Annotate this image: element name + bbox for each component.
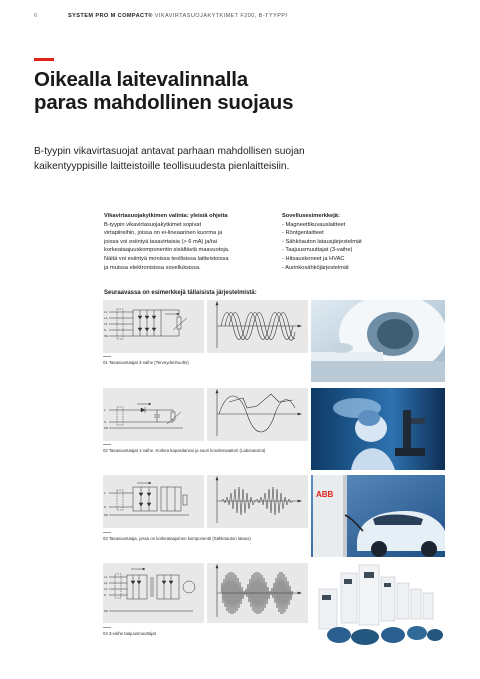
application-examples — [282, 212, 432, 272]
example-caption-1: 01 Tasasuuntaajat 3-vaihe (Terveydenhuolto) — [103, 360, 189, 365]
example-caption-3: 03 Tasasuuntaaja, jossa on korkeataajuinen komponentti (Sähköauton lataus) — [103, 536, 251, 541]
svg-text:PE: PE — [104, 334, 109, 338]
circuit-diagram-3 — [103, 475, 204, 528]
svg-text:N: N — [104, 505, 107, 509]
svg-text:PE: PE — [104, 609, 109, 613]
header-subtitle: VIKAVIRTASUOJAKYTKIMET F200, B-TYYPPI — [154, 13, 288, 19]
header-brand: SYSTEM PRO M COMPACT® — [68, 13, 153, 19]
guideline-line: Näitä voi esiintyä monissa teollisissa laitteistoissa — [104, 255, 229, 262]
application-item: - Hitsauskoneet ja HVAC — [282, 255, 345, 262]
application-item: - Aurinkosähköjärjestelmät — [282, 264, 349, 271]
svg-text:L1: L1 — [104, 575, 108, 579]
lead-paragraph — [34, 145, 454, 174]
waveform-chart-1 — [207, 300, 308, 353]
page-number: 6 — [34, 13, 38, 19]
accent-bar — [34, 58, 54, 61]
caption-rule — [103, 444, 111, 445]
svg-text:PE: PE — [104, 513, 109, 517]
svg-text:L1: L1 — [104, 310, 108, 314]
applications-heading: Sovellusesimerkkejä: — [282, 213, 340, 219]
selection-guidelines — [104, 212, 274, 272]
circuit-diagram-1 — [103, 300, 204, 353]
application-item: - Sähköauton latausjärjestelmät — [282, 238, 362, 245]
circuit-diagram-4 — [103, 563, 204, 623]
guideline-line: ja muissa elektronisissa sovelluksissa. — [104, 264, 201, 271]
examples-intro: Seuraavassa on esimerkkejä tällaisista järjestelmistä: — [104, 290, 257, 296]
svg-text:L3: L3 — [104, 587, 108, 591]
application-item: - Taajuusmuuttajat (3-vaihe) — [282, 247, 353, 254]
example-caption-2: 02 Tasasuuntaajat 1-vaihe. Korkea kapasitanssi ja suuri kondensaattori (Laboratoriot) — [103, 448, 266, 453]
caption-rule — [103, 356, 111, 357]
application-item: - Magneettikuvauslaitteet — [282, 221, 346, 228]
abb-logo: ABB — [316, 490, 334, 499]
application-item: - Röntgenlaitteet — [282, 230, 324, 237]
svg-text:PE: PE — [104, 426, 109, 430]
selection-heading: Vikavirtasuojakytkimen valinta: yleisiä ohjeita — [104, 213, 228, 219]
svg-text:N: N — [104, 593, 107, 597]
lead-line-2: kaikentyyppisille laitteistoille teollisuudesta pienlaitteisiin. — [34, 160, 290, 172]
waveform-chart-3 — [207, 475, 308, 528]
lead-line-1: B-tyypin vikavirtasuojat antavat parhaan mahdollisen suojan — [34, 146, 305, 157]
frequency-converters-photo — [311, 563, 445, 645]
svg-text:L: L — [104, 491, 106, 495]
example-caption-4: 04 3-vaihe taajuusmuuttajat — [103, 631, 156, 636]
laboratory-microscope-photo — [311, 388, 445, 470]
ev-charging-photo — [311, 475, 445, 557]
page-title — [34, 68, 293, 114]
mri-scanner-photo — [311, 300, 445, 382]
guideline-line: joissa voi esiintyä tasavirtaisia (> 6 mA) ja/tai — [104, 238, 218, 245]
guideline-line: korkeataajuuskomponentin sisältäviä maavuotoja. — [104, 247, 230, 254]
svg-text:N: N — [104, 420, 107, 424]
title-line-1: Oikealla laitevalinnalla — [34, 68, 248, 91]
waveform-chart-4 — [207, 563, 308, 623]
guideline-line: B-tyypin vikavirtasuojakytkimet sopivat — [104, 221, 202, 228]
caption-rule — [103, 627, 111, 628]
svg-text:L3: L3 — [104, 322, 108, 326]
svg-text:N: N — [104, 328, 107, 332]
guideline-line: virtapiireihin, joissa on ei-lineaarinen kuorma ja — [104, 230, 223, 237]
svg-text:L2: L2 — [104, 581, 108, 585]
svg-text:L2: L2 — [104, 316, 108, 320]
title-line-2: paras mahdollinen suojaus — [34, 91, 294, 114]
waveform-chart-2 — [207, 388, 308, 441]
caption-rule — [103, 532, 111, 533]
svg-text:L: L — [104, 408, 106, 412]
running-header — [34, 13, 287, 19]
circuit-diagram-2 — [103, 388, 204, 441]
